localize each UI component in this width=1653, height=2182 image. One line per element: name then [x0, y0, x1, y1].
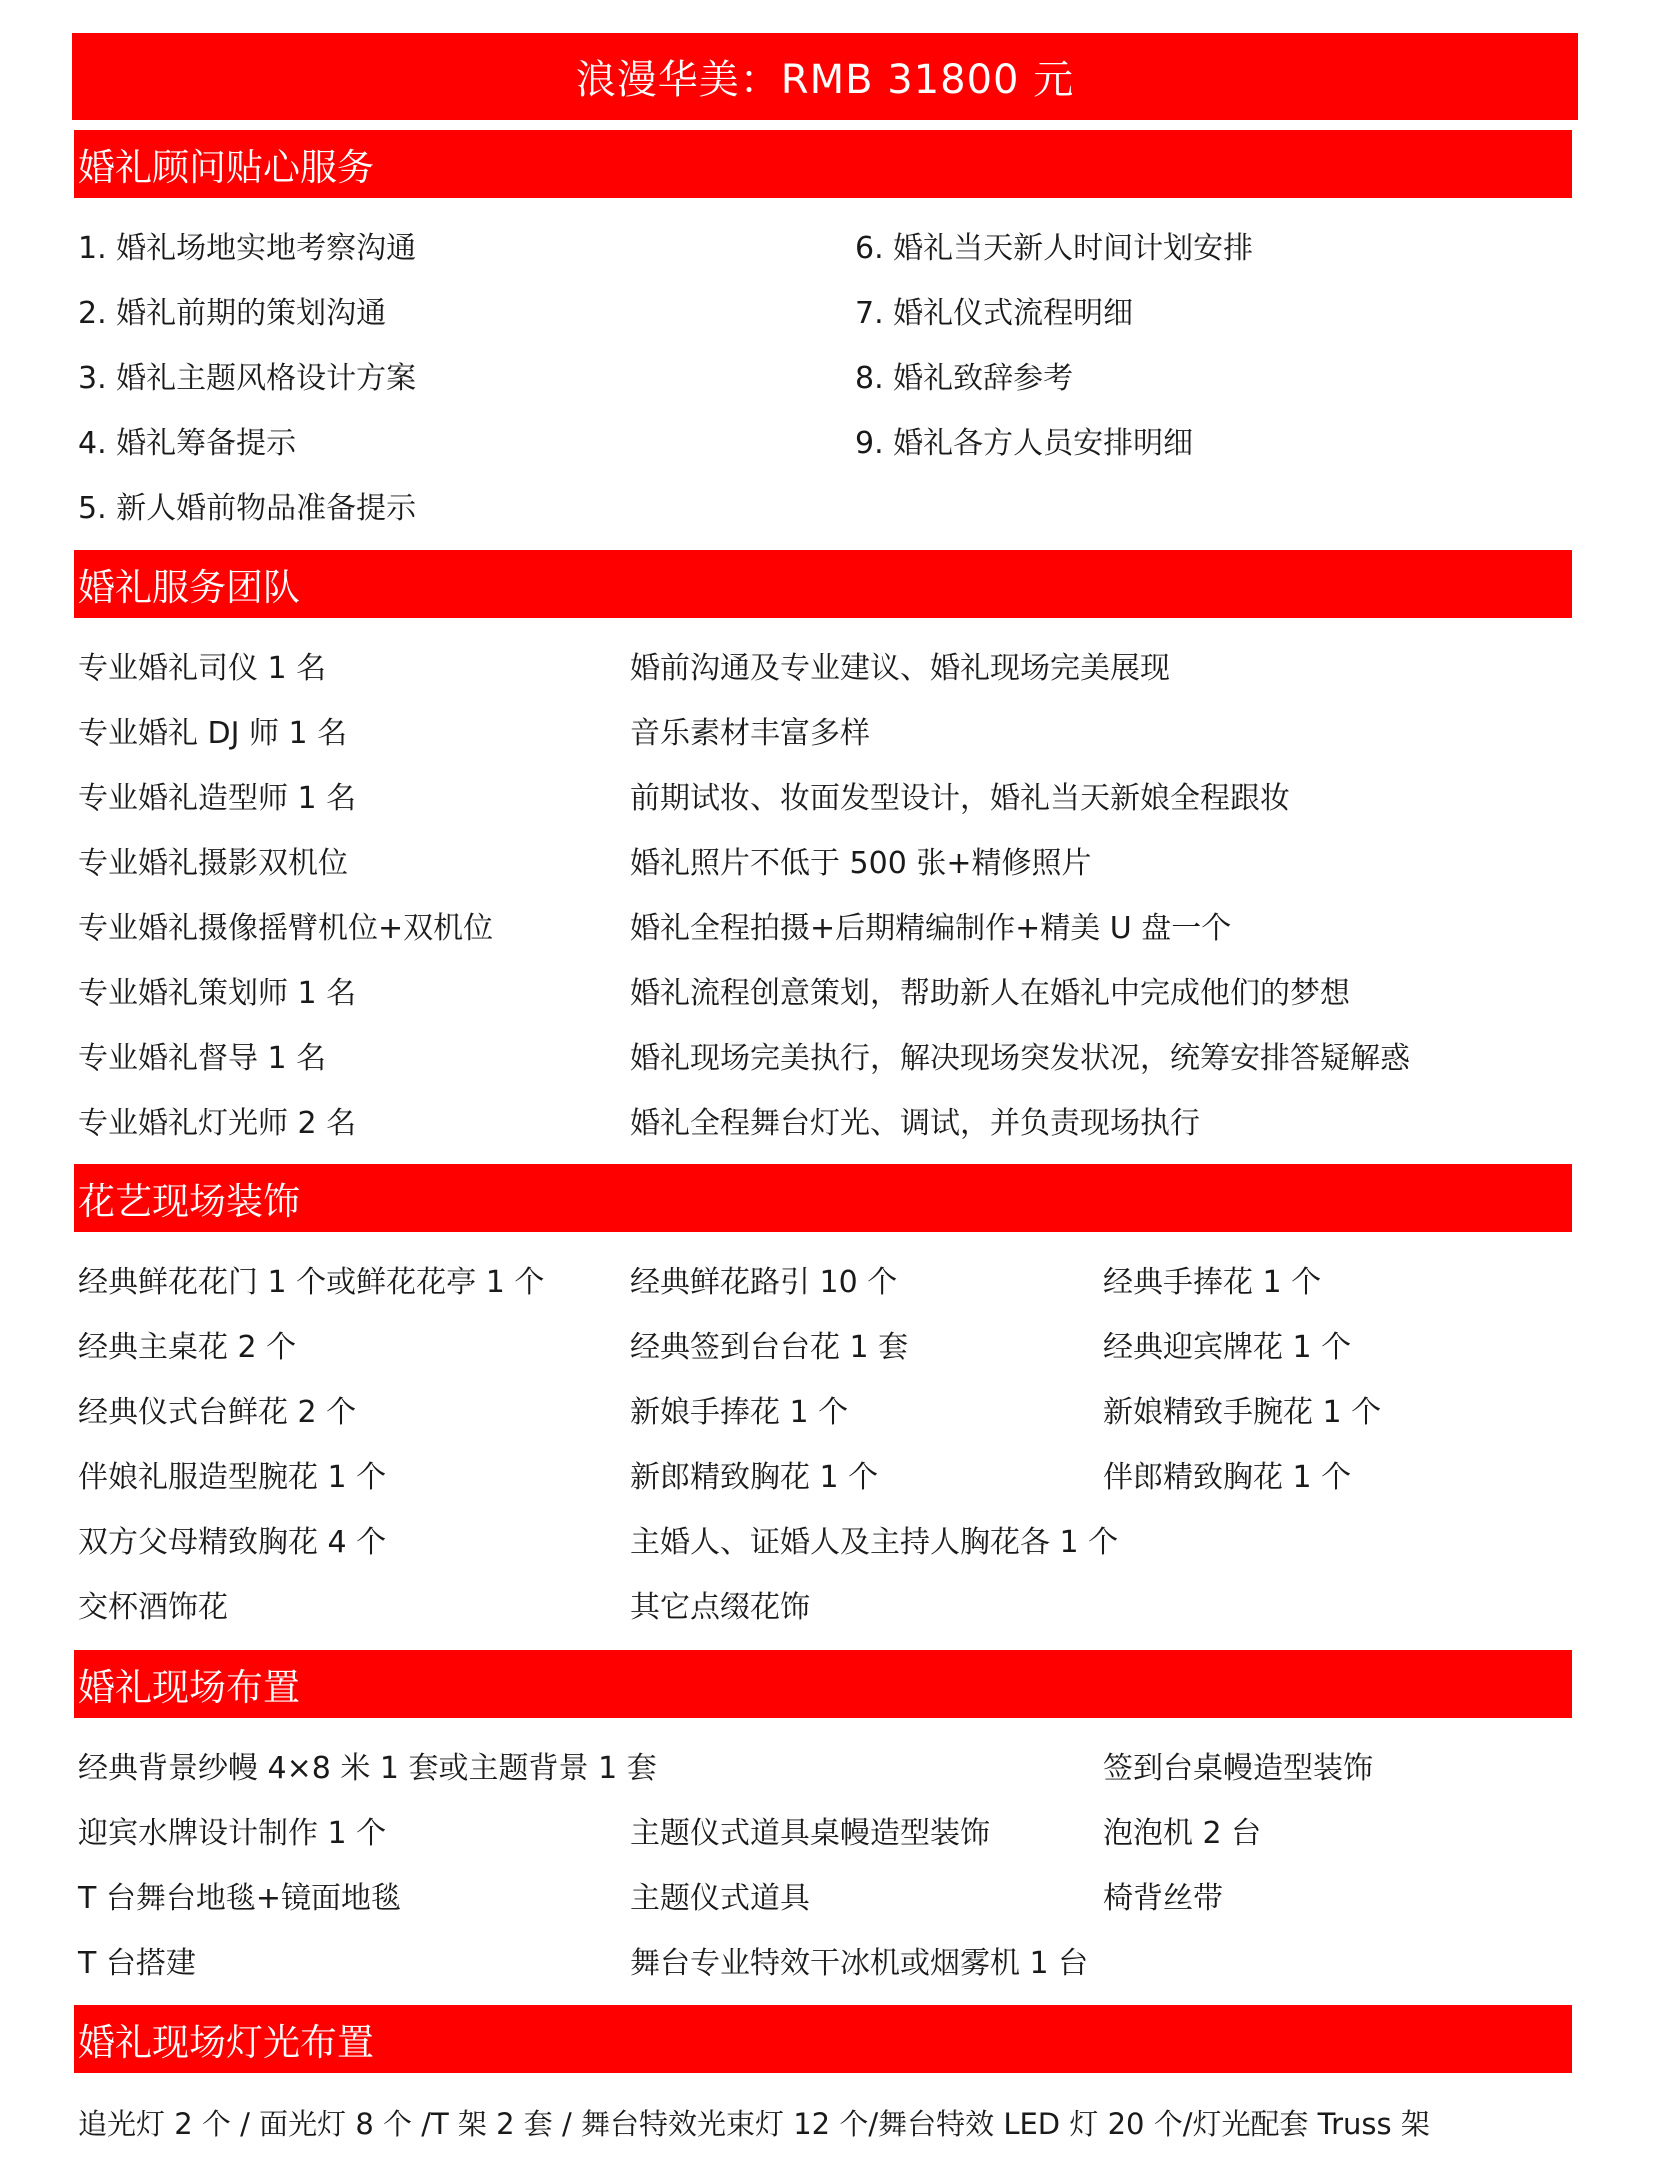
- section-heading-flowers: 花艺现场装饰: [74, 1164, 1572, 1232]
- table-row: [0, 1036, 1653, 1082]
- venue-item: 泡泡机 2 台: [1103, 1816, 1262, 1851]
- venue-item: T 台舞台地毯+镜面地毯: [78, 1881, 401, 1916]
- table-row: [0, 1455, 1653, 1501]
- flower-item: 经典仪式台鲜花 2 个: [78, 1395, 357, 1430]
- consultant-item: 5. 新人婚前物品准备提示: [78, 491, 417, 526]
- consultant-item: 8. 婚礼致辞参考: [855, 361, 1074, 396]
- flower-item: 经典手捧花 1 个: [1103, 1265, 1322, 1300]
- table-row: [0, 841, 1653, 887]
- list-item: [0, 421, 1653, 467]
- flower-item: 经典签到台台花 1 套: [630, 1330, 909, 1365]
- venue-item: 椅背丝带: [1103, 1881, 1223, 1916]
- section-heading-venue: 婚礼现场布置: [74, 1650, 1572, 1718]
- venue-item: 舞台专业特效干冰机或烟雾机 1 台: [630, 1946, 1089, 1981]
- flower-item: 经典鲜花花门 1 个或鲜花花亭 1 个: [78, 1265, 545, 1300]
- consultant-item: 2. 婚礼前期的策划沟通: [78, 296, 387, 331]
- flower-item: 伴郎精致胸花 1 个: [1103, 1460, 1352, 1495]
- flower-item: 经典鲜花路引 10 个: [630, 1265, 898, 1300]
- team-role: 专业婚礼造型师 1 名: [78, 781, 357, 816]
- consultant-item: 7. 婚礼仪式流程明细: [855, 296, 1134, 331]
- team-description: 婚礼全程拍摄+后期精编制作+精美 U 盘一个: [630, 911, 1232, 946]
- flower-item: 新娘手捧花 1 个: [630, 1395, 849, 1430]
- flower-item: 双方父母精致胸花 4 个: [78, 1525, 387, 1560]
- section-heading-consultant: 婚礼顾问贴心服务: [74, 130, 1572, 198]
- table-row: [0, 1325, 1653, 1371]
- team-role: 专业婚礼司仪 1 名: [78, 651, 327, 686]
- venue-item: T 台搭建: [78, 1946, 196, 1981]
- consultant-item: 6. 婚礼当天新人时间计划安排: [855, 231, 1254, 266]
- venue-item: 迎宾水牌设计制作 1 个: [78, 1816, 387, 1851]
- venue-item: 主题仪式道具: [630, 1881, 810, 1916]
- consultant-item: 4. 婚礼筹备提示: [78, 426, 297, 461]
- table-row: [0, 1260, 1653, 1306]
- table-row: [0, 1811, 1653, 1857]
- table-row: [0, 1101, 1653, 1147]
- table-row: [0, 711, 1653, 757]
- flower-item: 交杯酒饰花: [78, 1590, 228, 1625]
- package-title: 浪漫华美：RMB 31800 元: [72, 33, 1578, 120]
- team-description: 前期试妆、妆面发型设计，婚礼当天新娘全程跟妆: [630, 781, 1290, 816]
- venue-item: 签到台桌幔造型装饰: [1103, 1751, 1373, 1786]
- flower-item: 伴娘礼服造型腕花 1 个: [78, 1460, 387, 1495]
- flower-item: 经典迎宾牌花 1 个: [1103, 1330, 1352, 1365]
- team-role: 专业婚礼摄像摇臂机位+双机位: [78, 911, 494, 946]
- venue-item: 主题仪式道具桌幔造型装饰: [630, 1816, 990, 1851]
- team-role: 专业婚礼摄影双机位: [78, 846, 348, 881]
- list-item: [0, 291, 1653, 337]
- table-row: [0, 906, 1653, 952]
- team-description: 婚礼全程舞台灯光、调试，并负责现场执行: [630, 1106, 1200, 1141]
- venue-item: 经典背景纱幔 4×8 米 1 套或主题背景 1 套: [78, 1751, 657, 1786]
- list-item: [0, 486, 1653, 532]
- consultant-item: 1. 婚礼场地实地考察沟通: [78, 231, 417, 266]
- team-role: 专业婚礼 DJ 师 1 名: [78, 716, 348, 751]
- section-heading-team: 婚礼服务团队: [74, 550, 1572, 618]
- flower-item: 主婚人、证婚人及主持人胸花各 1 个: [630, 1525, 1119, 1560]
- team-description: 婚礼流程创意策划，帮助新人在婚礼中完成他们的梦想: [630, 976, 1350, 1011]
- table-row: [0, 1941, 1653, 1987]
- flower-item: 其它点缀花饰: [630, 1590, 810, 1625]
- team-description: 音乐素材丰富多样: [630, 716, 870, 751]
- table-row: [0, 1520, 1653, 1566]
- list-item: [0, 2101, 1653, 2147]
- table-row: [0, 776, 1653, 822]
- table-row: [0, 646, 1653, 692]
- team-role: 专业婚礼灯光师 2 名: [78, 1106, 357, 1141]
- flower-item: 新娘精致手腕花 1 个: [1103, 1395, 1382, 1430]
- team-description: 婚礼照片不低于 500 张+精修照片: [630, 846, 1092, 881]
- table-row: [0, 1876, 1653, 1922]
- section-heading-lighting: 婚礼现场灯光布置: [74, 2005, 1572, 2073]
- team-role: 专业婚礼督导 1 名: [78, 1041, 327, 1076]
- table-row: [0, 1585, 1653, 1631]
- team-role: 专业婚礼策划师 1 名: [78, 976, 357, 1011]
- flower-item: 新郎精致胸花 1 个: [630, 1460, 879, 1495]
- consultant-item: 9. 婚礼各方人员安排明细: [855, 426, 1194, 461]
- table-row: [0, 1746, 1653, 1792]
- flower-item: 经典主桌花 2 个: [78, 1330, 297, 1365]
- list-item: [0, 356, 1653, 402]
- table-row: [0, 1390, 1653, 1436]
- team-description: 婚礼现场完美执行，解决现场突发状况，统筹安排答疑解惑: [630, 1041, 1410, 1076]
- table-row: [0, 971, 1653, 1017]
- lighting-line: 追光灯 2 个 / 面光灯 8 个 /T 架 2 套 / 舞台特效光束灯 12 个/舞台特效 LED 灯 20 个/灯光配套 Truss 架: [78, 2107, 1430, 2141]
- consultant-item: 3. 婚礼主题风格设计方案: [78, 361, 417, 396]
- list-item: [0, 226, 1653, 272]
- team-description: 婚前沟通及专业建议、婚礼现场完美展现: [630, 651, 1170, 686]
